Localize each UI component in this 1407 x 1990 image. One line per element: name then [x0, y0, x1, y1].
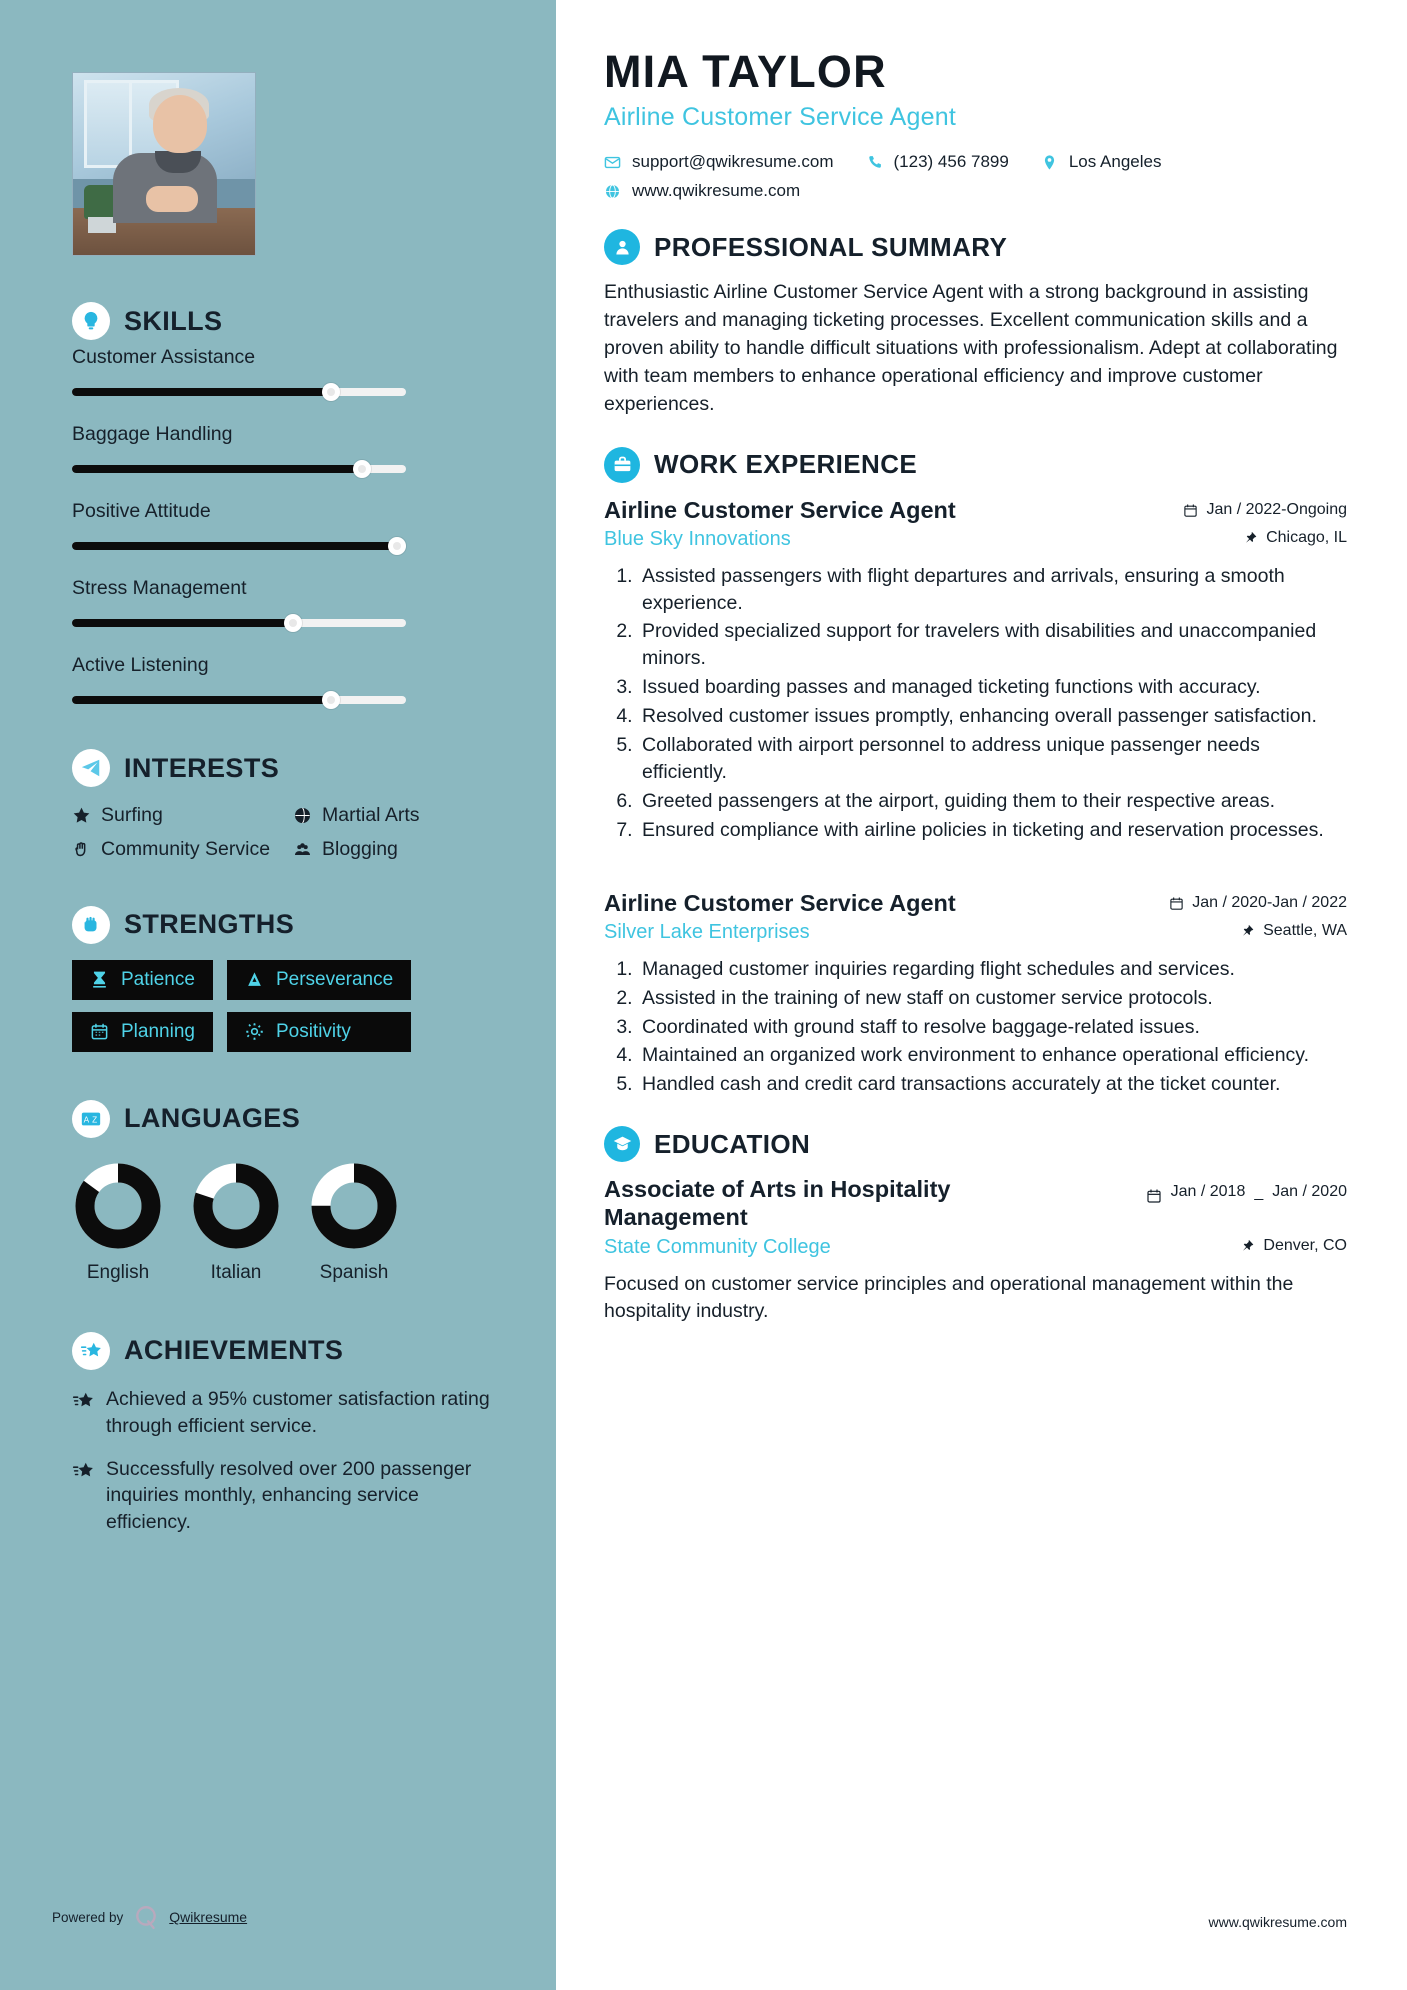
sidebar — [0, 0, 556, 1990]
skill-bar-fill — [72, 542, 397, 550]
job-entry — [604, 890, 1347, 1099]
pin-icon — [1241, 1239, 1255, 1253]
interests-title: INTERESTS — [124, 752, 280, 783]
job-location-text: Seattle, WA — [1263, 921, 1347, 939]
education-date-start: Jan / 2018 — [1170, 1183, 1246, 1201]
lightbulb-icon — [72, 302, 110, 340]
education-school: State Community College — [604, 1235, 831, 1258]
contact-location — [1041, 152, 1162, 172]
education-description: Focused on customer service principles and operational management within the hospitality industry. — [604, 1272, 1294, 1323]
powered-by-label: Powered by — [52, 1909, 124, 1925]
skills-section — [72, 302, 496, 709]
job-location — [1244, 529, 1347, 547]
skill-bar[interactable] — [72, 537, 496, 555]
contact-website[interactable] — [604, 181, 800, 201]
achievement-text: Successfully resolved over 200 passenger inquiries monthly, enhancing service efficiency. — [106, 1457, 472, 1534]
language-donut-chart — [308, 1160, 400, 1252]
skill-bar-fill — [72, 388, 331, 396]
language-item — [72, 1160, 164, 1284]
strength-label: Patience — [121, 968, 195, 990]
pin-icon — [1244, 531, 1258, 545]
contact-row-2 — [604, 181, 1347, 201]
star-icon — [72, 806, 91, 825]
contact-location-text: Los Angeles — [1068, 152, 1162, 172]
shooting-star-icon — [72, 1390, 94, 1412]
main-footer-website: www.qwikresume.com — [1208, 1914, 1347, 1930]
job-duty: 3. Issued boarding passes and managed ticketing functions with accuracy. — [638, 674, 1347, 701]
skills-list — [72, 346, 496, 709]
skill-label: Baggage Handling — [72, 423, 233, 445]
contact-block — [604, 152, 1347, 201]
professional-summary-section — [604, 229, 1347, 418]
envelope-icon — [604, 154, 621, 171]
job-date — [1169, 894, 1347, 912]
language-item — [308, 1160, 400, 1284]
summary-title: PROFESSIONAL SUMMARY — [654, 231, 1008, 262]
interest-label: Blogging — [322, 838, 398, 861]
education-entry — [604, 1176, 1347, 1326]
job-company: Blue Sky Innovations — [604, 527, 791, 550]
education-date-end: Jan / 2020 — [1272, 1183, 1347, 1201]
job-entry — [604, 497, 1347, 844]
qwikresume-logo-icon — [133, 1904, 159, 1930]
education-heading — [604, 1126, 1347, 1162]
pin-icon — [1241, 924, 1255, 938]
job-title: Airline Customer Service Agent — [604, 496, 956, 523]
skill-item — [72, 500, 496, 555]
interest-label: Community Service — [101, 838, 271, 861]
strength-tag — [227, 960, 411, 1000]
contact-row-1 — [604, 152, 1347, 172]
gear-icon — [245, 1022, 264, 1041]
contact-phone[interactable] — [866, 152, 1009, 172]
shooting-star-icon — [72, 1460, 94, 1482]
skill-bar[interactable] — [72, 460, 496, 478]
education-date — [1146, 1176, 1347, 1204]
work-title: WORK EXPERIENCE — [654, 449, 918, 480]
education-location-text: Denver, CO — [1263, 1236, 1347, 1254]
mountain-icon — [245, 970, 264, 989]
summary-heading — [604, 229, 1347, 265]
skill-bar-knob[interactable] — [322, 691, 340, 709]
job-duty: 5. Handled cash and credit card transactions accurately at the ticket counter. — [638, 1071, 1347, 1098]
globe-icon — [293, 806, 312, 825]
achievements-title: ACHIEVEMENTS — [124, 1335, 344, 1366]
skill-bar[interactable] — [72, 691, 496, 709]
education-date-separator: _ — [1254, 1184, 1264, 1202]
fist-icon — [72, 906, 110, 944]
job-duty: 2. Assisted in the training of new staff on customer service protocols. — [638, 985, 1347, 1012]
main-column — [556, 0, 1407, 1990]
hourglass-icon — [90, 970, 109, 989]
achievement-text: Achieved a 95% customer satisfaction rating through efficient service. — [106, 1387, 490, 1437]
skill-bar-knob[interactable] — [353, 460, 371, 478]
language-label: Spanish — [319, 1261, 389, 1283]
skill-bar-fill — [72, 465, 362, 473]
strength-label: Perseverance — [275, 968, 394, 990]
summary-text: Enthusiastic Airline Customer Service Agent with a strong background in assisting travelers and managing ticketing processes. Excellent communication skills and a proven ability to handle difficult situations with professionalism. Adept at collaborating with team members to enhance operational efficiency and improve customer experiences. — [604, 281, 1338, 415]
interest-item — [293, 837, 496, 861]
achievements-list — [72, 1386, 496, 1537]
interests-section — [72, 749, 496, 862]
skills-title: SKILLS — [124, 305, 223, 336]
svg-text:Z: Z — [92, 1115, 98, 1125]
calendar-icon — [1146, 1188, 1162, 1204]
skill-bar[interactable] — [72, 614, 496, 632]
strength-tag — [72, 1012, 213, 1052]
interests-list — [72, 803, 496, 862]
languages-section — [72, 1100, 496, 1284]
sidebar-footer — [52, 1904, 247, 1930]
skill-bar-knob[interactable] — [322, 383, 340, 401]
job-duty: 6. Greeted passengers at the airport, guiding them to their respective areas. — [638, 788, 1347, 815]
globe-icon — [604, 183, 621, 200]
strength-tag — [72, 960, 213, 1000]
skill-item — [72, 346, 496, 401]
contact-email[interactable] — [604, 152, 834, 172]
calendar-icon — [1169, 896, 1184, 911]
languages-title: LANGUAGES — [124, 1103, 301, 1134]
contact-phone-text: (123) 456 7899 — [893, 152, 1009, 172]
skill-bar-knob[interactable] — [388, 537, 406, 555]
education-title: EDUCATION — [654, 1128, 811, 1159]
skill-item — [72, 654, 496, 709]
achievement-item — [72, 1386, 496, 1440]
strength-tag — [227, 1012, 411, 1052]
skills-heading — [72, 302, 496, 340]
map-pin-icon — [1041, 154, 1058, 171]
job-location-text: Chicago, IL — [1266, 528, 1347, 546]
contact-email-text: support@qwikresume.com — [632, 152, 834, 172]
interest-item — [72, 837, 275, 861]
contact-website-text: www.qwikresume.com — [632, 181, 801, 201]
hand-icon — [72, 840, 91, 859]
language-label: English — [86, 1261, 150, 1283]
shooting-star-icon — [72, 1332, 110, 1370]
interest-item — [72, 803, 275, 827]
translate-icon — [72, 1100, 110, 1138]
language-item — [190, 1160, 282, 1284]
job-duty: 4. Maintained an organized work environment to enhance operational efficiency. — [638, 1042, 1347, 1069]
calendar-icon — [1183, 503, 1198, 518]
job-duty: 3. Coordinated with ground staff to resolve baggage-related issues. — [638, 1014, 1347, 1041]
strengths-section — [72, 906, 496, 1052]
interest-label: Surfing — [101, 804, 163, 826]
user-icon — [604, 229, 640, 265]
strengths-title: STRENGTHS — [124, 909, 295, 940]
job-location — [1241, 922, 1347, 940]
job-duties-list — [638, 956, 1347, 1099]
job-date — [1183, 501, 1347, 519]
job-duty: 1. Assisted passengers with flight departures and arrivals, ensuring a smooth experience. — [638, 563, 1347, 617]
strength-label: Positivity — [275, 1020, 351, 1042]
job-duty: 4. Resolved customer issues promptly, enhancing overall passenger satisfaction. — [638, 703, 1347, 730]
languages-heading — [72, 1100, 496, 1138]
job-duties-list — [638, 563, 1347, 844]
education-location — [1241, 1237, 1347, 1255]
jobs-list — [604, 497, 1347, 1099]
strengths-list — [72, 960, 496, 1052]
svg-text:A: A — [83, 1115, 90, 1125]
job-duty: 1. Managed customer inquiries regarding flight schedules and services. — [638, 956, 1347, 983]
achievement-item — [72, 1456, 496, 1537]
profile-photo — [72, 72, 256, 256]
job-duty: 7. Ensured compliance with airline policies in ticketing and reservation processes. — [638, 817, 1347, 844]
users-icon — [293, 840, 312, 859]
phone-icon — [866, 154, 883, 171]
job-date-text: Jan / 2020-Jan / 2022 — [1192, 894, 1347, 912]
education-section — [604, 1126, 1347, 1326]
strength-label: Planning — [121, 1020, 195, 1042]
achievements-section — [72, 1332, 496, 1537]
skill-label: Customer Assistance — [72, 346, 256, 368]
skill-bar-knob[interactable] — [284, 614, 302, 632]
job-duty: 5. Collaborated with airport personnel to address unique passenger needs efficiently. — [638, 732, 1347, 786]
achievements-heading — [72, 1332, 496, 1370]
language-label: Italian — [210, 1261, 262, 1283]
work-experience-section — [604, 447, 1347, 1099]
calendar-icon — [90, 1022, 109, 1041]
skill-bar[interactable] — [72, 383, 496, 401]
language-donut-chart — [72, 1160, 164, 1252]
skill-item — [72, 423, 496, 478]
strengths-heading — [72, 906, 496, 944]
skill-label: Positive Attitude — [72, 500, 211, 522]
graduation-cap-icon — [604, 1126, 640, 1162]
skill-label: Stress Management — [72, 577, 247, 599]
interest-label: Martial Arts — [322, 804, 420, 826]
interests-heading — [72, 749, 496, 787]
job-duty: 2. Provided specialized support for travelers with disabilities and unaccompanied minors. — [638, 618, 1347, 672]
skill-item — [72, 577, 496, 632]
interest-item — [293, 803, 496, 827]
skill-bar-fill — [72, 696, 331, 704]
page-title: MIA TAYLOR — [604, 46, 887, 97]
work-heading — [604, 447, 1347, 483]
paper-plane-icon — [72, 749, 110, 787]
skill-label: Active Listening — [72, 654, 209, 676]
qwikresume-link[interactable]: Qwikresume — [169, 1909, 248, 1925]
briefcase-icon — [604, 447, 640, 483]
job-role-subtitle: Airline Customer Service Agent — [604, 103, 956, 132]
education-degree: Associate of Arts in Hospitality Management — [604, 1176, 951, 1230]
language-donut-chart — [190, 1160, 282, 1252]
languages-list — [72, 1160, 496, 1284]
job-title: Airline Customer Service Agent — [604, 889, 956, 916]
job-date-text: Jan / 2022-Ongoing — [1206, 501, 1347, 519]
job-company: Silver Lake Enterprises — [604, 920, 810, 943]
skill-bar-fill — [72, 619, 293, 627]
